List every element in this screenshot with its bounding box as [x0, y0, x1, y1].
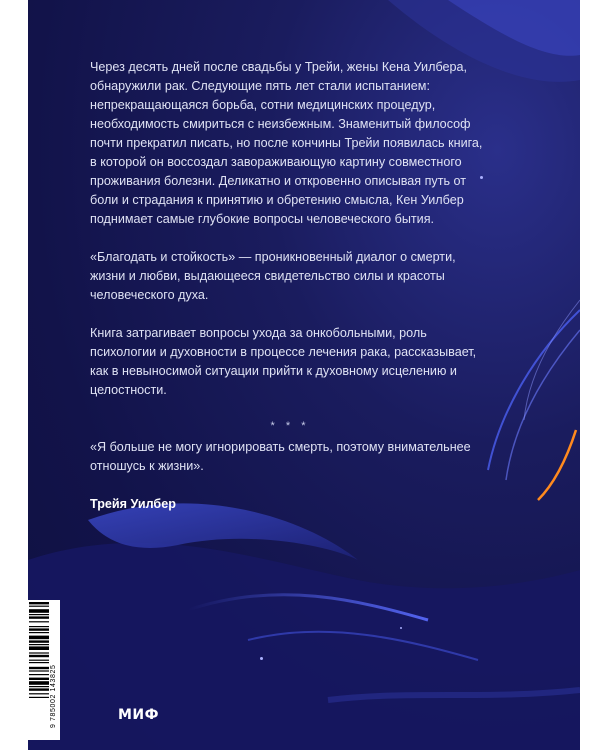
star-dot	[400, 627, 402, 629]
back-cover	[28, 0, 580, 750]
barcode-bars	[28, 600, 50, 728]
quote-author: Трейя Уилбер	[90, 497, 176, 511]
barcode	[28, 600, 60, 740]
publisher-logo: МИФ	[118, 707, 160, 723]
quote: «Я больше не могу игнорировать смерть, поэтому внимательнее отношусь к жизни».	[90, 440, 471, 473]
separator: * * *	[270, 420, 310, 432]
annotation-text	[90, 58, 490, 533]
star-dot	[260, 657, 263, 660]
paragraph-3: Книга затрагивает вопросы ухода за онкобольными, роль психологии и духовности в процессе лечения рака, рассказывает, как в невыносимой ситуации прийти к духовному исцелению и целостности.	[90, 326, 477, 397]
paragraph-2: «Благодать и стойкость» — проникновенный диалог о смерти, жизни и любви, выдающееся свидетельство силы и красоты человеческого духа.	[90, 250, 456, 302]
barcode-number: 9 785002 143825	[50, 664, 57, 728]
paragraph-1: Через десять дней после свадьбы у Трейи, жены Кена Уилбера, обнаружили рак. Следующие пять лет стали испытанием: непрекращающаяся борьба, сотни медицинских процедур, необходимость смириться с неизбежным. Знаменитый философ почти прекратил писать, но после кончины Трейи появилась книга, в которой он воссоздал завораживающую картину совместного проживания болезни. Деликатно и откровенно описывая путь от боли и страдания к принятию и обретению смысла, Кен Уилбер поднимает самые глубокие вопросы человеческого бытия.	[90, 60, 483, 226]
